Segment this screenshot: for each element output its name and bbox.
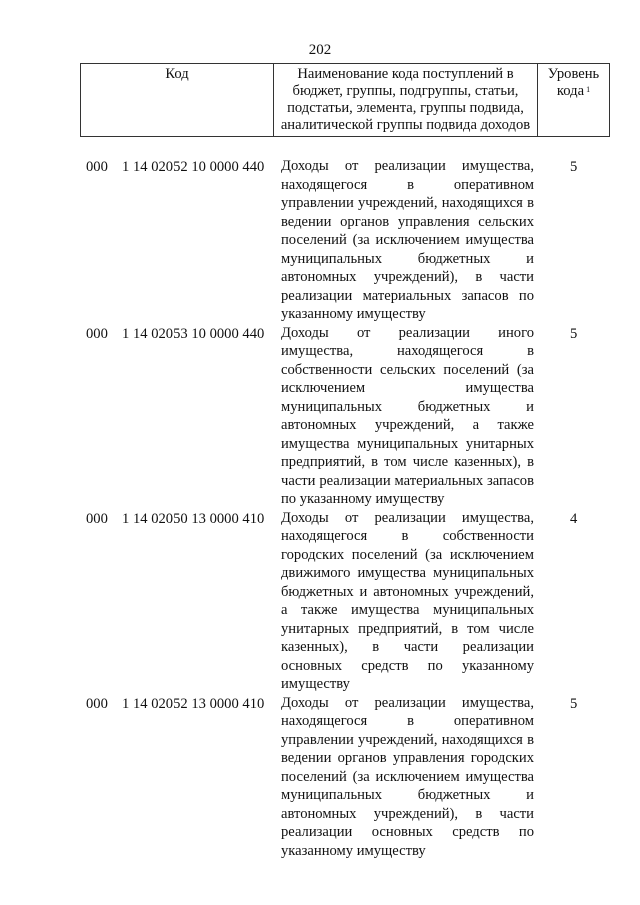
income-name: Доходы от реализации имущества, находящегося в собственности городских поселений (за исключением движимого имущества муниципальных бюджетных и автономных учреждений, а также имущества муниципальных унитарных предприятий, в том числе казенных), в части реализации основных средств по указанному имуществу [281,509,534,692]
code-level: 5 [570,159,578,175]
code-level: 4 [570,510,578,527]
admin-code: 000 [86,695,108,712]
table-row [80,694,620,861]
income-code: 1 14 02052 10 0000 440 [122,159,265,175]
income-code: 1 14 02053 10 0000 440 [122,325,265,342]
income-name: Доходы от реализации имущества, находящегося в оперативном управлении учреждений, находящихся в ведении органов управления сельских поселений (за исключением имущества муниципальных бюджетных и автономных учреждений), в части реализации материальных запасов по указанному имуществу [281,158,534,322]
page-number: 202 [308,42,332,58]
code-level: 5 [570,325,578,342]
code-level: 5 [570,695,578,712]
table-header [80,63,610,137]
income-code: 1 14 02050 13 0000 410 [122,510,265,527]
admin-code: 000 [86,510,108,527]
admin-code: 000 [86,159,108,175]
income-name: Доходы от реализации имущества, находящегося в оперативном управлении учреждений, находящихся в ведении органов управления городских поселений (за исключением имущества муниципальных бюджетных и автономных учреждений), в части реализации основных средств по указанному имуществу [281,694,534,859]
header-name [274,64,538,136]
level-footnote-mark: 1 [586,85,591,94]
table-row [80,157,620,324]
admin-code: 000 [86,325,108,342]
header-level-label: Уровень кода [547,66,600,99]
table-row [80,324,620,509]
income-name: Доходы от реализации иного имущества, находящегося в собственности сельских поселений (за исключением имущества муниципальных бюджетных и автономных учреждений, а также имущества муниципальных унитарных предприятий, в том числе казенных), в части реализации материальных запасов по указанному имуществу [281,324,534,507]
income-code: 1 14 02052 13 0000 410 [122,695,265,712]
table-body [80,157,620,860]
table-row [80,509,620,694]
header-name-label: Наименование кода поступлений в бюджет, группы, подгруппы, статьи, подстатьи, элемента, группы подвида, аналитической группы подвида доходов [280,66,531,133]
header-code-label: Код [165,66,189,82]
header-level [538,64,609,136]
header-code [81,64,274,136]
